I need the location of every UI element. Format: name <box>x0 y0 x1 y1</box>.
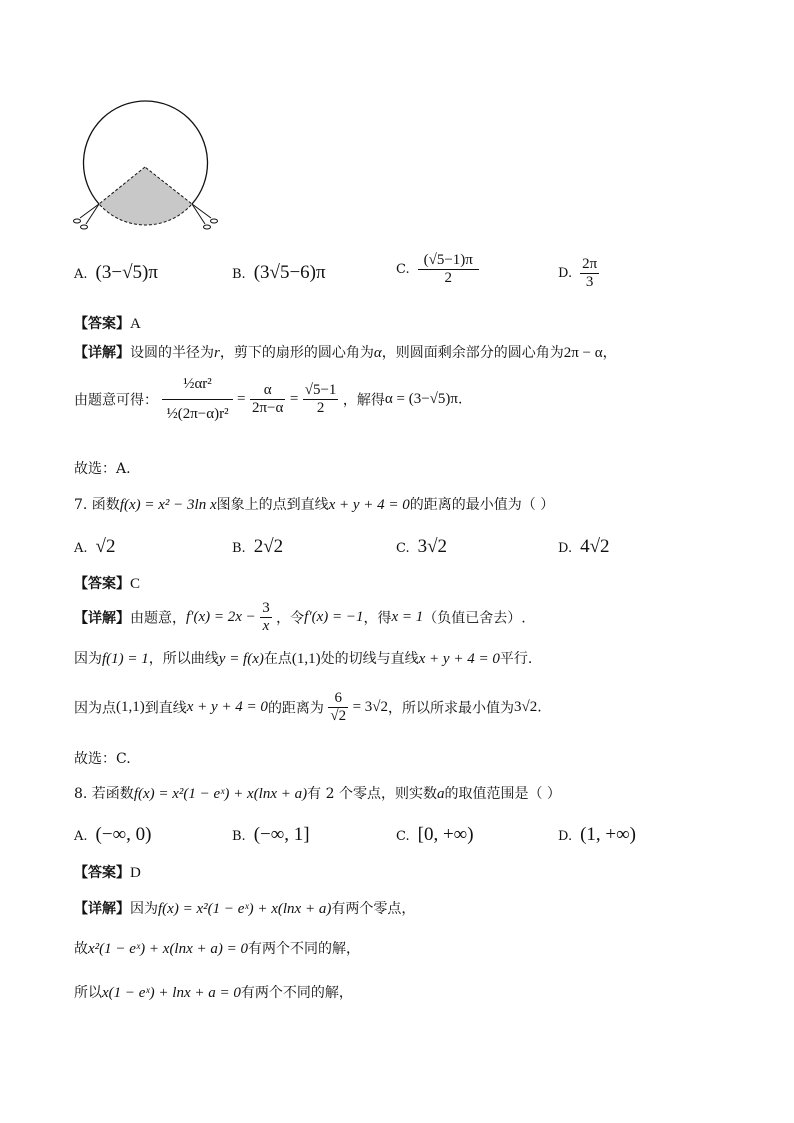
q8-detail-line3: 所以x(1 − eˣ) + lnx + a = 0有两个不同的解， <box>74 985 353 1001</box>
q6-detail-line1: 【详解】设圆的半径为r，剪下的扇形的圆心角为α，则圆面剩余部分的圆心角为2π − α， <box>74 345 617 361</box>
q7-stem: 7. 函数f(x) = x² − 3ln x图象上的点到直线x + y + 4 = 0的距离的最小值为（ ） <box>74 497 555 513</box>
q8-detail-line2: 故x²(1 − eˣ) + x(lnx + a) = 0有两个不同的解， <box>74 941 360 957</box>
q6-option-c: C. $\frac{(√5-1)\pi}{2}$ <box>396 252 479 287</box>
q7-option-c: C. 3√2 <box>396 536 448 557</box>
q8-detail-line1: 【详解】因为f(x) = x²(1 − eˣ) + x(lnx + a)有两个零点， <box>74 901 416 917</box>
q8-option-b: B. (−∞, 1] <box>232 824 310 845</box>
q8-answer: 【答案】D <box>74 865 141 881</box>
q6-option-d: D. $\frac{2\pi}{3}$ <box>558 256 598 290</box>
q8-option-a: A. (−∞, 0) <box>74 824 152 845</box>
q6-choose: 故选：A. <box>74 461 131 477</box>
scissors-icon-left <box>74 204 100 229</box>
q6-detail-line2: 由题意可得： $\frac{\text{½αr²}}{\text{½(2π−α)r²}}$ = $\frac{\alpha}{2\pi-\alpha}$ = $\frac{√5-1}{2}$ ，解得α = (3−√5)π. <box>74 370 462 429</box>
scissors-icon-right <box>192 204 218 229</box>
q8-stem: 8. 若函数f(x) = x²(1 − eˣ) + x(lnx + a)有 2 个零点，则实数a的取值范围是（ ） <box>74 786 561 802</box>
q6-option-a: A. (3−√5)π <box>74 262 158 283</box>
q6-option-b: B. (3√5−6)π <box>232 262 326 283</box>
q7-answer: 【答案】C <box>74 576 141 592</box>
q7-option-d: D. 4√2 <box>558 536 610 557</box>
q7-option-a: A. √2 <box>74 536 116 557</box>
q8-option-d: D. (1, +∞) <box>558 824 637 845</box>
shaded-sector <box>99 167 192 225</box>
q7-choose: 故选：C. <box>74 751 131 767</box>
q7-detail-line2: 因为f(1) = 1，所以曲线y = f(x)在点(1,1)处的切线与直线x + y + 4 = 0平行. <box>74 651 533 667</box>
q7-detail-line1: 【详解】由题意，f′(x) = 2x − $\frac{3}{x}$ ，令f′(x) = −1，得x = 1（负值已舍去）. <box>74 600 526 634</box>
q6-answer: 【答案】A <box>74 316 141 332</box>
q7-detail-line3: 因为点(1,1)到直线x + y + 4 = 0的距离为 $\frac{6}{√2}$ = 3√2，所以所求最小值为3√2. <box>74 690 542 724</box>
q8-option-c: C. [0, +∞) <box>396 824 474 845</box>
circle-sector-figure <box>66 100 226 235</box>
q7-option-b: B. 2√2 <box>232 536 284 557</box>
